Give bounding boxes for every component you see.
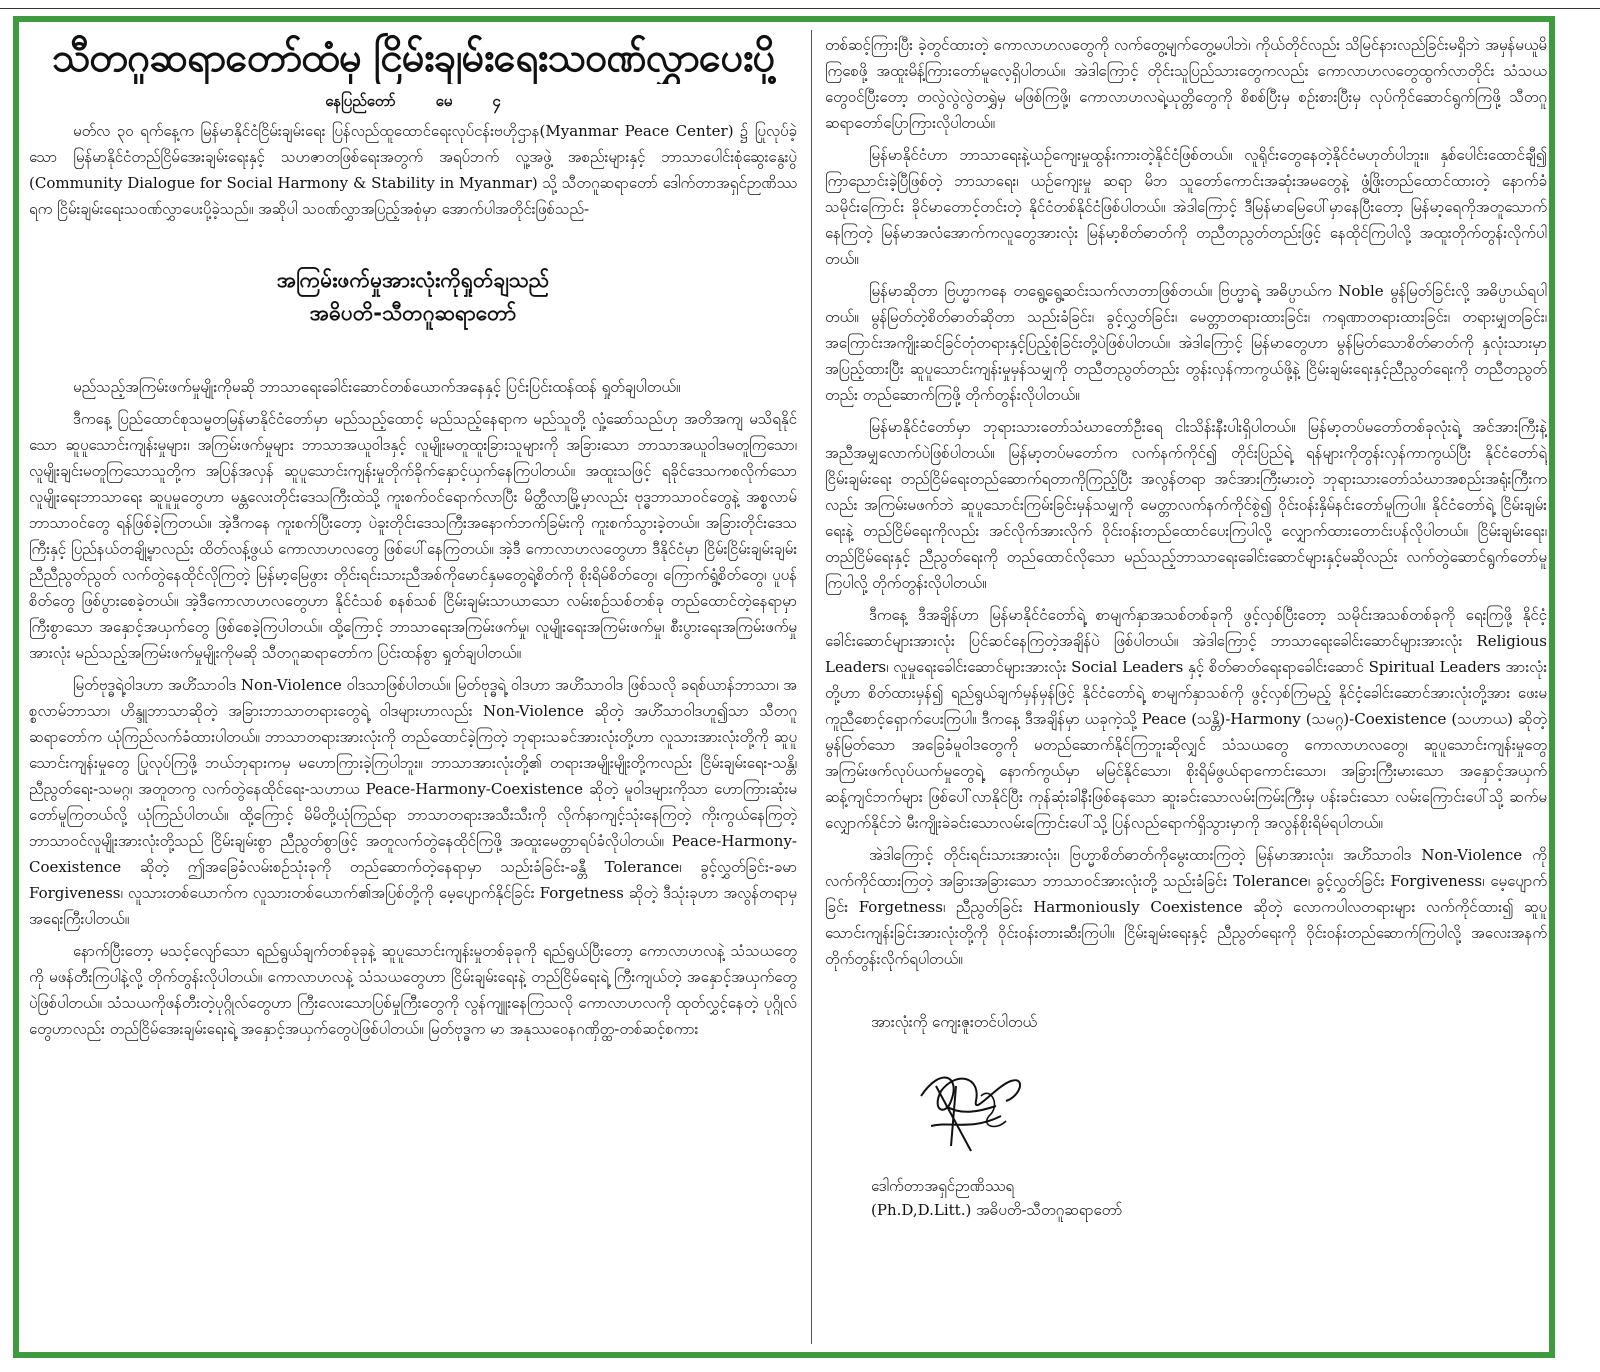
column-divider [811, 30, 812, 1344]
body-paragraph: နောက်ပြီးတော့ မသင့်လျော်သော ရည်ရွယ်ချက်တစ်ခုခုနဲ့ ဆူပူသောင်းကျန်းမှုတစ်ခုခုကို ရည်ရွယ်ပြီးတော့ ကောလာဟလနဲ့ သံသယတွေကို မဖန်တီးကြပါနဲ့လို့ တိုက်တွန်းလိုပါတယ်။ ကောလာဟလနဲ့ သံသယတွေဟာ ငြိမ်းချမ်းရေးနဲ့ တည်ငြိမ်ရေးရဲ့ ကြီးကျယ်တဲ့ အနှောင့်အယှက်တွေပဲဖြစ်ပါတယ်။ သံသယကိုဖန်တီးတဲ့ပုဂ္ဂိုလ်တွေဟာ ကြီးလေးသောပြစ်မှုကြီးတွေကို လွန်ကျူးနေကြသလို ကောလာဟလကို ထုတ်လွှင့်နေတဲ့ ပုဂ္ဂိုလ်တွေဟာလည်း တည်ငြိမ်အေးချမ်းရေးရဲ့ အနှောင့်အယှက်တွေပဲဖြစ်ပါတယ်။ မြတ်ဗုဒ္ဓက မာ အနုဿဝေနဂဏှိတ္ထ-တစ်ဆင့်စကား [29, 942, 797, 1038]
body-paragraph: ဒီကနေ့ ဒီအချိန်ဟာ မြန်မာနိုင်ငံတော်ရဲ့ စာမျက်နှာအသစ်တစ်ခုကို ဖွင့်လှစ်ပြီးတော့ သမိုင်းအသစ်တစ်ခုကို ရေးကြဖို့ နိုင်ငံ့ခေါင်းဆောင်များအားလုံး ပြင်ဆင်နေကြတဲ့အချိန်ပဲ ဖြစ်ပါတယ်။ အဲဒါကြောင့် ဘာသာရေးခေါင်းဆောင်များအားလုံး Religious Leaders၊ လူမှုရေးခေါင်းဆောင်များအားလုံး Social Leaders နှင့် စိတ်ဓာတ်ရေးရာခေါင်းဆောင် Spiritual Leaders အားလုံးတို့ဟာ စိတ်ထားမှန်၍ ရည်ရွယ်ချက်မှန်မှန်ဖြင့် နိုင်ငံတော်ရဲ့ စာမျက်နှာသစ်ကို ဖွင့်လှစ်ကြမည့် နိုင်ငံ့ခေါင်းဆောင်အားလုံးတို့အား ဖေးမကူညီစောင့်ရှောက်ပေးကြပါ။ ဒီကနေ့ ဒီအချိန်မှာ ယခုကဲ့သို့ Peace (သန္တိ)-Harmony (သမဂ္ဂ)-Coexistence (သဟာယ) ဆိုတဲ့ မွန်မြတ်သော အခြေခံမူဝါဒတွေကို မတည်ဆောက်နိုင်ကြဘူးဆိုလျှင် သံသယတွေ ကောလာဟလတွေ၊ ဆူပူသောင်းကျန်းမှုတွေ အကြမ်းဖက်လုပ်ယက်မှုတွေရဲ့ နောက်ကွယ်မှာ မမြင်နိုင်သော၊ စိုးရိမ်ဖွယ်ရာကောင်းသော၊ အခြားကြီးမားသော အနှောင့်အယှက်ဆန့်ကျင်ဘက်များ ဖြစ်ပေါ်လာနိုင်ပြီး ကုန်ဆုံးခါနီးဖြစ်နေသော ဆူးခင်းသောလမ်းကြမ်းကြီးမှ ပန်းခင်းသော လမ်းကြောင်းပေါ်သို့ ဆက်မလျှောက်နိုင်ဘဲ မီးကျိုးခဲခင်းသောလမ်းကြောင်းပေါ်သို့ ပြန်လည်ရောက်ရှိသွားမှာကို အလွန်စိုးရိမ်ရပါတယ်။ [825, 606, 1547, 832]
dateline [29, 92, 797, 114]
article-frame [13, 16, 1555, 1358]
signer-title: (Ph.D,D.Litt.) အဓိပတိ-သီတဂူဆရာတော် [871, 1201, 1123, 1219]
right-column [825, 32, 1547, 1342]
body-paragraph: မြတ်ဗုဒ္ဓရဲ့ဝါဒဟာ အဟိံသာဝါဒ Non-Violence ဝါဒသာဖြစ်ပါတယ်။ မြတ်ဗုဒ္ဓရဲ့ ဝါဒဟာ အဟိံသာဝါဒ ဖြစ်သလို ခရစ်ယာန်ဘာသာ၊ အစ္စလာမ်ဘာသာ၊ ဟိန္ဒူဘာသာဆိုတဲ့ အခြားဘာသာတရားတွေရဲ့ ဝါဒများဟာလည်း Non-Violence ဆိုတဲ့ အဟိံသာဝါဒဟူ၍သာ သီတဂူဆရာတော်က ယုံကြည်လက်ခံထားပါတယ်။ ဘာသာတရားအားလုံးကို တည်ထောင်ခဲ့ကြတဲ့ ဘုရားသခင်အားလုံးတို့ဟာ လူသားအားလုံးတို့ကို ဆူပူသောင်းကျန်းမှုတွေ ပြုလုပ်ကြဖို့ ဘယ်ဘုရားကမှ မဟောကြားခဲ့ကြပါဘူး။ ဘာသာအားလုံးတို့၏ တရားအမျိုးမျိုးတို့ကလည်း ငြိမ်းချမ်းရေး-သန္တိ၊ ညီညွတ်ရေး-သမဂ္ဂ၊ အတူတကွ လက်တွဲနေထိုင်ရေး-သဟာယ Peace-Harmony-Coexistence ဆိုတဲ့ မူဝါဒများကိုသာ ဟောကြားဆုံးမတော်မူကြတယ်လို့ ယုံကြည်ပါတယ်။ ထို့ကြောင့် မိမိတို့ယုံကြည်ရာ ဘာသာတရားအသီးသီးကို လိုက်နာကျင့်သုံးနေကြတဲ့ ကိုးကွယ်နေကြတဲ့ ဘာသာဝင်လူမျိုးအားလုံးတို့သည် ငြိမ်းချမ်းစွာ ညီညွတ်စွာဖြင့် အတူလက်တွဲနေထိုင်ကြဖို့ အထူးမေတ္တာရပ်ခံလိုပါတယ်။ Peace-Harmony- Coexistence ဆိုတဲ့ ဤအခြေခံလမ်းစဉ်သုံးခုကို တည်ဆောက်တဲ့နေရာမှာ သည်းခံခြင်း-ခန္တီ Tolerance၊ ခွင့်လွှတ်ခြင်း-ခမာ Forgiveness၊ လူသားတစ်ယောက်က လူသားတစ်ယောက်၏အပြစ်တို့ကို မေ့ပျောက်နိုင်ခြင်း Forgetness ဆိုတဲ့ ဒီသုံးခုဟာ အလွန်တရာမှ အရေးကြီးပါတယ်။ [29, 676, 797, 928]
top-rule-line [0, 8, 1600, 9]
body-paragraph: ဒီကနေ့ ပြည်ထောင်စုသမ္မတမြန်မာနိုင်ငံတော်မှာ မည်သည့်ထောင့် မည်သည့်နေရာက မည်သူတို့ လှုံ့ဆော်သည်ဟု အတိအကျ မသိရနိုင်သော ဆူပူသောင်းကျန်းမှုများ၊ အကြမ်းဖက်မှုများ ဘာသာအယူဝါဒနှင့် လူမျိုးမတူထူးခြားသူများကို အခြားသော ဘာသာအယူဝါဒမတူကြသော၊ လူမျိုးချင်းမတူကြသောသူတို့က အပြန်အလှန် ဆူပူသောင်းကျန်းမှုတိုက်ခိုက်နှောင့်ယှက်နေကြပါတယ်။ အထူးသဖြင့် ရခိုင်ဒေသကစလိုက်သော လူမျိုးရေးဘာသာရေး ဆူပူမှုတွေဟာ မန္တလေးတိုင်းဒေသကြီးထဲသို့ ကူးစက်ဝင်ရောက်လာပြီး မိတ္ထီလာမြို့မှာလည်း ဗုဒ္ဓဘာသာဝင်တွေနဲ့ အစ္စလာမ်ဘာသာဝင်တွေ ရန်ဖြစ်ခဲ့ကြတယ်။ အဲ့ဒီကနေ ကူးစက်ပြီးတော့ ပဲခူးတိုင်းဒေသကြီးအနောက်ဘက်ခြမ်းကို ကူးစက်သွားခဲ့တယ်။ အခြားတိုင်းဒေသကြီးနှင့် ပြည်နယ်တချို့မှာလည်း ထိတ်လန့်ဖွယ် ကောလာဟလတွေ ဖြစ်ပေါ်နေကြတယ်။ အဲ့ဒီ ကောလာဟလတွေဟာ ဒီနိုင်ငံမှာ ငြိမ်းငြိမ်းချမ်းချမ်း ညီညီညွတ်ညွတ် လက်တွဲနေထိုင်လိုကြတဲ့ မြန်မာ့မြေဖွား တိုင်းရင်းသားညီအစ်ကိုမောင်နှမတွေရဲ့စိတ်ကို စိုးရိမ်စိတ်တွေ၊ ကြောက်ရွံ့စိတ်တွေ၊ ပူပန်စိတ်တွေ ဖြစ်ပွားစေခဲ့တယ်။ အဲ့ဒီကောလာဟလတွေဟာ နိုင်ငံသစ် စနစ်သစ် ငြိမ်းချမ်းသာယာသော လမ်းစဉ်သစ်တစ်ခု တည်ထောင်တဲ့နေရာမှာ ကြီးစွာသော အနှောင့်အယှက်တွေ ဖြစ်စေခဲ့ကြပါတယ်။ ထို့ကြောင့် ဘာသာရေးအကြမ်းဖက်မှု၊ လူမျိုးရေးအကြမ်းဖက်မှု၊ စီးပွားရေးအကြမ်းဖက်မှုအားလုံး မည်သည့်အကြမ်းဖက်မှုမျိုးကိုမဆို သီတဂူဆရာတော်က ပြင်းထန်စွာ ရှုတ်ချပါတယ်။ [29, 410, 797, 662]
body-paragraph: မြန်မာနိုင်ငံဟာ ဘာသာရေးနဲ့ယဉ်ကျေးမှုထွန်းကားတဲ့နိုင်ငံဖြစ်တယ်။ လူရိုင်းတွေနေတဲ့နိုင်ငံမဟုတ်ပါဘူး။ နှစ်ပေါင်းထောင်ချီ၍ ကြာညောင်းခဲ့ပြီဖြစ်တဲ့ ဘာသာရေး၊ ယဉ်ကျေးမှု ဆရာ မိဘ သူတော်ကောင်းအဆုံးအမတွေနဲ့ ဖွံ့ဖြိုးတည်ထောင်ထားတဲ့ နောက်ခံသမိုင်းကြောင်း ခိုင်မာတောင့်တင်းတဲ့ နိုင်ငံတစ်နိုင်ငံဖြစ်ပါတယ်။ အဲဒါကြောင့် ဒီမြန်မာမြေပေါ်မှာနေပြီးတော့ မြန်မာ့ရေကိုအတူသောက်နေကြတဲ့ မြန်မာအလံအောက်ကလူတွေအားလုံး မြန်မာ့စိတ်ဓာတ်ကို တညီတညွတ်တည်းဖြင့် နေထိုင်ကြပါလို့ အထူးတိုက်တွန်းလိုက်ပါတယ်။ [825, 146, 1547, 268]
body-paragraph: မြန်မာဆိုတာ ဗြဟ္မာကနေ တရွေ့ရွေ့ဆင်းသက်လာတာဖြစ်တယ်။ ဗြဟ္မာရဲ့ အဓိပ္ပာယ်က Noble မွန်မြတ်ခြင်းလို့ အဓိပ္ပာယ်ရပါတယ်။ မွန်မြတ်တဲ့စိတ်ဓာတ်ဆိုတာ သည်းခံခြင်း၊ ခွင့်လွှတ်ခြင်း၊ မေတ္တာတရားထားခြင်း၊ ကရုဏာတရားထားခြင်း၊ တရားမျှတခြင်း၊ အကြောင်းအကျိုးဆင်ခြင်တုံတရားနှင့်ပြည့်စုံခြင်းတို့ပဲဖြစ်ပါတယ်။ အဲဒါကြောင့် မြန်မာတွေဟာ မွန်မြတ်သောစိတ်ဓာတ်ကို နှလုံးသားမှာ အပြည့်ထားပြီး ဆူပူသောင်းကျန်းမှုမှန်သမျှကို တညီတညွတ်တည်း တွန်းလှန်ကာကွယ်ဖို့နဲ့ ငြိမ်းချမ်းရေးနှင့်ညီညွတ်ရေးကို တညီတညွတ်တည်း တည်ဆောက်ကြဖို့ တိုက်တွန်းလိုပါတယ်။ [825, 282, 1547, 404]
closing-line: အားလုံးကို ကျေးဇူးတင်ပါတယ် [871, 1013, 1038, 1031]
body-paragraph: အဲဒါကြောင့် တိုင်းရင်းသားအားလုံး၊ ဗြဟ္မာစိတ်ဓာတ်ကိုမွေးထားကြတဲ့ မြန်မာအားလုံး၊ အဟိံသာဝါဒ Non-Violence ကိုလက်ကိုင်ထားကြတဲ့ အခြားအခြားသော ဘာသာဝင်အားလုံးတို့ သည်းခံခြင်း Tolerance၊ ခွင့်လွှတ်ခြင်း Forgiveness၊ မေ့ပျောက်ခြင်း Forgetness၊ ညီညွတ်ခြင်း Harmoniously Coexistence ဆိုတဲ့ လောကပါလတရားများ လက်ကိုင်ထား၍ ဆူပူသောင်းကျန်းခြင်းအားလုံးတို့ကို ဝိုင်းဝန်းတားဆီးကြပါ။ ငြိမ်းချမ်းရေးနှင့် ညီညွတ်ရေးကို ဝိုင်းဝန်းတည်ဆောက်ကြပါလို့ အလေးအနက် တိုက်တွန်းလိုက်ရပါတယ်။ [825, 846, 1547, 968]
headline: သီတဂူဆရာတော်ထံမှ ငြိမ်းချမ်းရေးသဝဏ်လွှာပေးပို့ [51, 35, 775, 81]
signature-image [901, 1056, 1041, 1156]
subheading [29, 264, 797, 330]
intro-paragraph: မတ်လ ၃၀ ရက်နေ့က မြန်မာနိုင်ငံငြိမ်းချမ်းရေး ပြန်လည်ထူထောင်ရေးလုပ်ငန်းဗဟိုဌာန(Myanmar Peace Center) ၌ ပြုလုပ်ခဲ့သော မြန်မာနိုင်ငံတည်ငြိမ်အေးချမ်းရေးနှင့် သဟဇာတဖြစ်ရေးအတွက် အရပ်ဘက် လူ့အဖွဲ့ အစည်းများနှင့် ဘာသာပေါင်းစုံဆွေးနွေးပွဲ (Community Dialogue for Social Harmony & Stability in Myanmar) သို့ သီတဂူဆရာတော် ဒေါက်တာအရှင်ဉာဏိဿရက ငြိမ်းချမ်းရေးသဝဏ်လွှာပေးပို့ခဲ့သည်။ အဆိုပါ သဝဏ်လွှာအပြည့်အစုံမှာ အောက်ပါအတိုင်းဖြစ်သည်- [29, 122, 797, 218]
signer-name: ဒေါက်တာအရှင်ဉာဏိဿရ [871, 1177, 1015, 1195]
dateline-day: ၄ [492, 92, 501, 110]
dateline-place: နေပြည်တော် [325, 92, 396, 110]
subheading-line-2: အဓိပတိ-သီတဂူဆရာတော် [309, 301, 517, 325]
signer-block [871, 1174, 1547, 1222]
body-paragraph: မည်သည့်အကြမ်းဖက်မှုမျိုးကိုမဆို ဘာသာရေးခေါင်းဆောင်တစ်ယောက်အနေနှင့် ပြင်းပြင်းထန်ထန် ရှုတ်ချပါတယ်။ [73, 378, 681, 396]
left-column [29, 32, 797, 1342]
subheading-line-1: အကြမ်းဖက်မှုအားလုံးကိုရှုတ်ချသည် [276, 268, 550, 292]
top-rule [0, 0, 1600, 12]
dateline-month: မေ [435, 92, 453, 110]
body-paragraph: တစ်ဆင့်ကြားပြီး ခဲ့တွင်ထားတဲ့ ကောလာဟလတွေကို လက်တွေ့မျက်တွေ့မပါဘဲ၊ ကိုယ်တိုင်လည်း သိမြင်နားလည်ခြင်းမရှိဘဲ အမှန်မယူမိကြစေဖို့ အထူးမိန့်ကြားတော်မူလေ့ရှိပါတယ်။ အဲဒါကြောင့် တိုင်းသူပြည်သားတွေကလည်း ကောလာဟလတွေထွက်လာတိုင်း သံသယတွေဝင်ပြီးတော့ တလွဲလွဲလွဲတရွှဲမှ မဖြစ်ကြဖို့၊ ကောလာဟလရဲ့ယုတ္တိတွေကို စိစစ်ပြီးမှ စဉ်းစားပြီးမှ လုပ်ကိုင်ဆောင်ရွက်ကြဖို့ သီတဂူဆရာတော်ပြောကြားလိုပါတယ်။ [825, 36, 1547, 132]
body-paragraph: မြန်မာနိုင်ငံတော်မှာ ဘုရားသားတော်သံဃာတော်ဦးရေ ငါးသိန်းနီးပါးရှိပါတယ်။ မြန်မာ့တပ်မတော်တစ်ခုလုံးရဲ့ အင်အားကြီးနဲ့ အညီအမျှလောက်ပဲဖြစ်ပါတယ်။ မြန်မာ့တပ်မတော်က လက်နက်ကိုင်၍ တိုင်းပြည်ရဲ့ ရန်များကိုတွန်းလှန်ကာကွယ်ပြီး နိုင်ငံတော်ရဲ့ ငြိမ်းချမ်းရေး တည်ငြိမ်ရေးတည်ဆောက်ရတာကိုကြည့်ပြီး အလွန်တရာ အင်အားကြီးမားတဲ့ ဘုရားသားတော်သံဃာအစည်းအရုံးကြီးကလည်း အကြမ်းမဖက်ဘဲ ဆူပူသောင်းကြမ်းခြင်းမှန်သမျှကို မေတ္တာလက်နက်ကိုင်စွဲ၍ ဝိုင်းဝန်းနှိမ်နင်းတော်မူကြပါ။ နိုင်ငံတော်ရဲ့ ငြိမ်းချမ်းရေးနဲ့ တည်ငြိမ်ရေးကိုလည်း အင်လိုက်အားလိုက် ဝိုင်းဝန်းတည်ထောင်ပေးကြပါလို့ လျှောက်ထားတောင်းပန်လိုပါတယ်။ ငြိမ်းချမ်းရေး၊ တည်ငြိမ်ရေးနှင့် ညီညွတ်ရေးကို တည်ထောင်လိုသော မည်သည့်ဘာသာရေးခေါင်းဆောင်များနှင့်မဆိုလည်း လက်တွဲဆောင်ရွက်တော်မူကြပါလို့ တိုက်တွန်းလိုပါတယ်။ [825, 418, 1547, 592]
